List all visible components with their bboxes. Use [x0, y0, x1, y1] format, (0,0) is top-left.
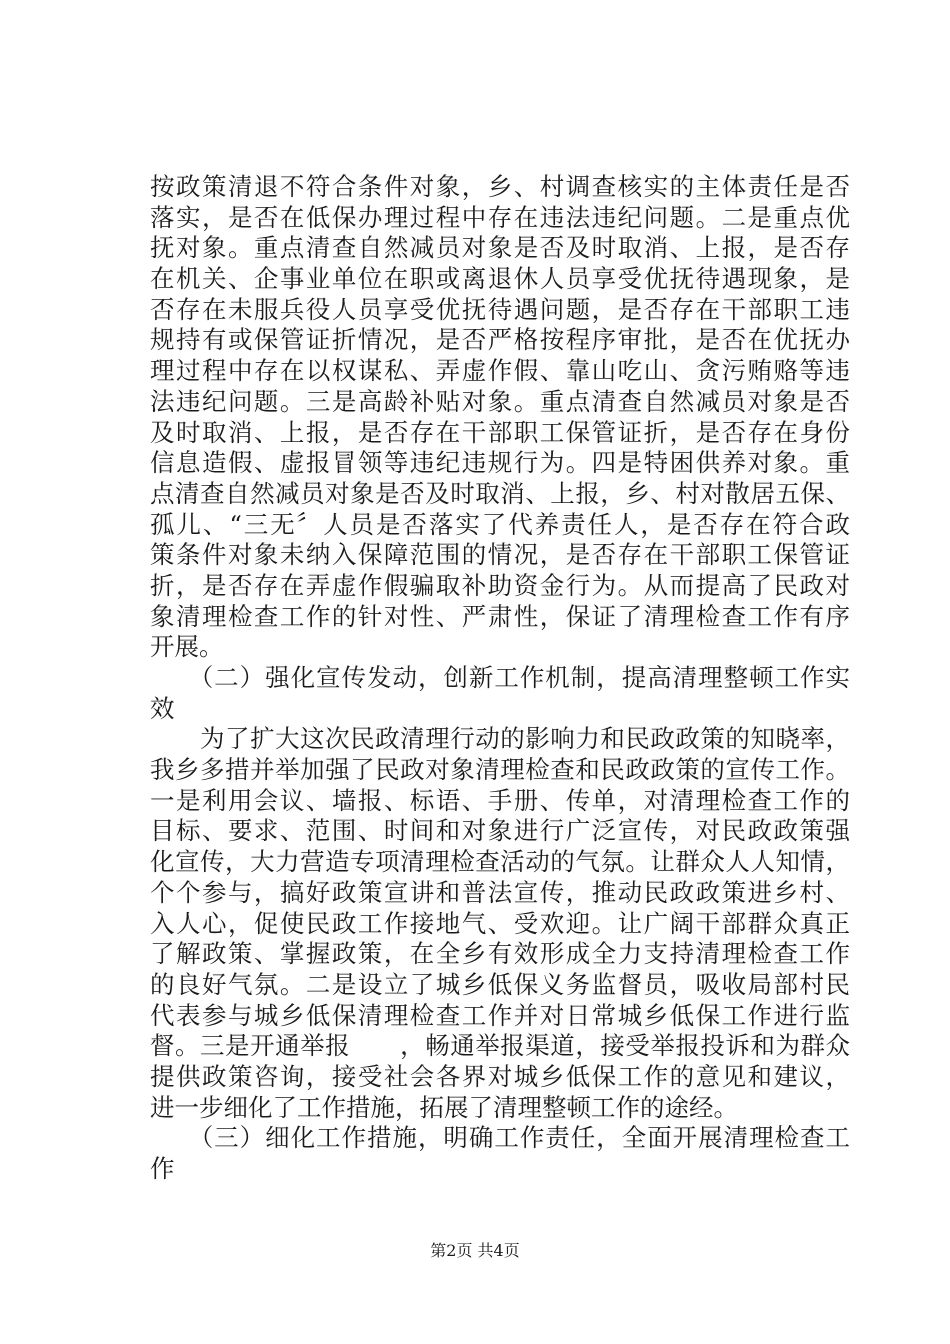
section-heading-2-cont: 效	[150, 693, 175, 723]
text-line: 法违纪问题。三是高龄补贴对象。重点清查自然减员对象是否	[150, 386, 850, 416]
text-line: 督。三是开通举报 ，畅通举报渠道，接受举报投诉和为群众	[150, 1031, 850, 1061]
text-line: 理过程中存在以权谋私、弄虚作假、靠山吃山、贪污贿赂等违	[150, 356, 850, 386]
text-line: 象清理检查工作的针对性、严肃性，保证了清理检查工作有序	[150, 601, 850, 631]
text-line: 及时取消、上报，是否存在干部职工保管证折，是否存在身份	[150, 417, 850, 447]
page-footer: 第2页 共4页	[430, 1241, 520, 1260]
text-line: 一是利用会议、墙报、标语、手册、传单，对清理检查工作的	[150, 785, 850, 815]
text-line: 代表参与城乡低保清理检查工作并对日常城乡低保工作进行监	[150, 1000, 850, 1030]
text-line: 进一步细化了工作措施，拓展了清理整顿工作的途经。	[150, 1092, 738, 1122]
text-line: 规持有或保管证折情况，是否严格按程序审批，是否在优抚办	[150, 325, 850, 355]
text-line: 孤儿、“三无〞人员是否落实了代养责任人，是否存在符合政	[150, 509, 850, 539]
text-line: 在机关、企事业单位在职或离退休人员享受优抚待遇现象，是	[150, 264, 850, 294]
section-heading-3-cont: 作	[150, 1154, 175, 1183]
text-line: 抚对象。重点清查自然减员对象是否及时取消、上报，是否存	[150, 233, 850, 263]
text-line: 策条件对象未纳入保障范围的情况，是否存在干部职工保管证	[150, 540, 850, 570]
text-line: 化宣传，大力营造专项清理检查活动的气氛。让群众人人知情，	[150, 847, 850, 877]
text-line: 信息造假、虚报冒领等违纪违规行为。四是特困供养对象。重	[150, 448, 850, 478]
text-line: 否存在未服兵役人员享受优抚待遇问题，是否存在干部职工违	[150, 294, 850, 324]
text-line: 开展。	[150, 632, 224, 662]
text-line: 了解政策、掌握政策，在全乡有效形成全力支持清理检查工作	[150, 939, 850, 969]
text-line: 的良好气氛。二是设立了城乡低保义务监督员，吸收局部村民	[150, 969, 850, 999]
text-line: 提供政策咨询，接受社会各界对城乡低保工作的意见和建议，	[150, 1061, 850, 1091]
section-heading-2: （二）强化宣传发动，创新工作机制，提高清理整顿工作实	[150, 663, 850, 692]
text-line: 折，是否存在弄虚作假骗取补助资金行为。从而提高了民政对	[150, 570, 850, 600]
text-line: 落实，是否在低保办理过程中存在违法违纪问题。二是重点优	[150, 202, 850, 232]
text-line: 我乡多措并举加强了民政对象清理检查和民政政策的宣传工作。	[150, 755, 850, 785]
text-line: 按政策清退不符合条件对象，乡、村调查核实的主体责任是否	[150, 172, 850, 201]
text-line: 点清查自然减员对象是否及时取消、上报，乡、村对散居五保、	[150, 478, 850, 508]
text-line: 目标、要求、范围、时间和对象进行广泛宣传，对民政政策强	[150, 816, 850, 846]
text-line: 入人心，促使民政工作接地气、受欢迎。让广阔干部群众真正	[150, 908, 850, 938]
section-heading-3: （三）细化工作措施，明确工作责任，全面开展清理检查工	[150, 1123, 850, 1153]
body-text	[150, 172, 850, 1185]
text-line: 个个参与，搞好政策宣讲和普法宣传，推动民政政策进乡村、	[150, 877, 850, 907]
text-line: 为了扩大这次民政清理行动的影响力和民政政策的知晓率，	[150, 724, 850, 754]
